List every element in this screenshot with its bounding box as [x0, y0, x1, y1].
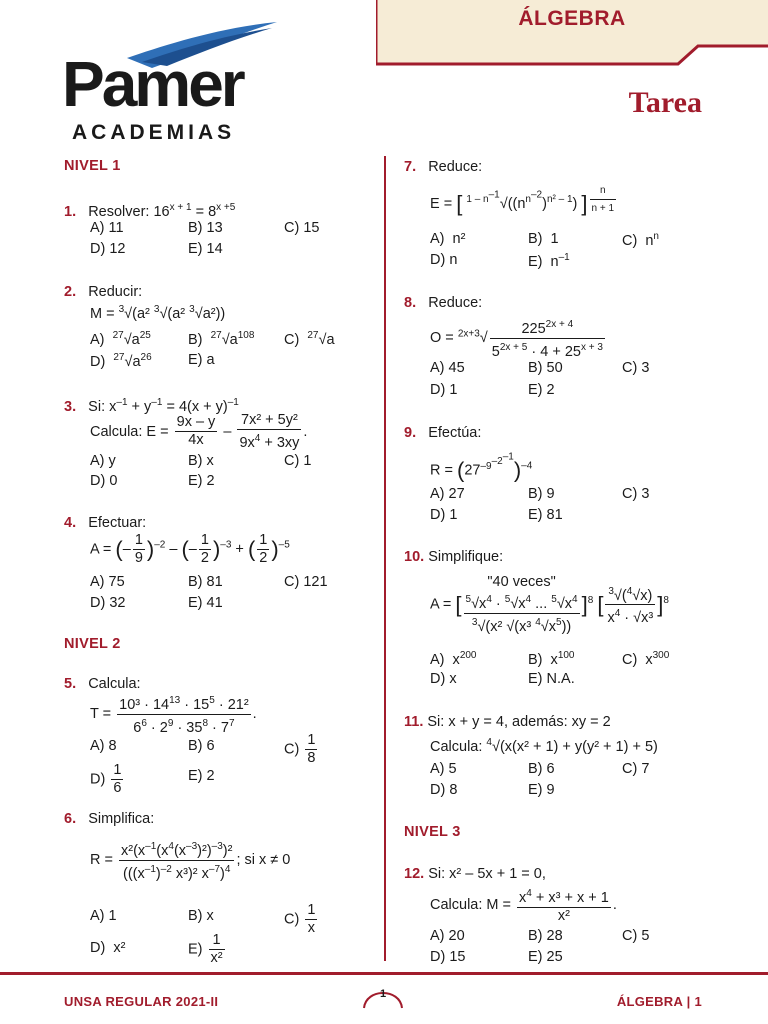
option: D) 12: [90, 241, 126, 257]
question-number: 4.: [64, 515, 77, 531]
condition-text: ; si x ≠ 0: [236, 852, 291, 869]
option: A) 27: [430, 486, 465, 502]
option: E) 2: [188, 768, 215, 784]
option: B) 1: [528, 231, 559, 247]
option: D) n: [430, 252, 458, 268]
option: A) 8: [90, 738, 117, 754]
option: C) 3: [622, 360, 650, 376]
expression: M = $^3$√(a² $^3$√(a² $^3$√a²)): [90, 304, 226, 322]
question-11: [404, 713, 611, 732]
question-text: Calcula:: [88, 676, 141, 692]
option: E) 81: [528, 507, 563, 523]
question-3: 3. Si: $x^{-1} + y^{-1} = 4(x + y)^{-1}$: [64, 397, 239, 415]
option: C) $\frac{1}{x}$: [284, 902, 316, 936]
footer-rule: [0, 972, 768, 975]
question-text: Simplifica:: [88, 811, 155, 827]
brand-sub: ACADEMIAS: [72, 121, 236, 144]
question-10: [404, 548, 503, 567]
option: D) 32: [90, 595, 126, 611]
option: A) n²: [430, 231, 466, 247]
option: A) 5: [430, 761, 457, 777]
column-divider: [384, 156, 386, 961]
expression: A = [ "40 veces" $^5√x^4 \cdot ^5√x^4$ ... $^5√x^4$ $^3$√(x² √(x³ $^4√x^5$)) ]$^8$ [ $\frac{^3√(^4√x)}{x^4 \cdot √x^3}$ ]$^8$: [430, 574, 669, 635]
option: C) $^{27}$√a: [284, 330, 335, 348]
option: C) $x^{300}$: [622, 650, 670, 668]
veces-label: "40 veces": [487, 574, 556, 590]
option: B) 13: [188, 220, 223, 236]
question-number: 11.: [404, 714, 424, 730]
question-8: [404, 294, 482, 313]
question-text: Reduce:: [428, 295, 483, 311]
option: C) 15: [284, 220, 320, 236]
option: D) $\frac{1}{6}$: [90, 762, 122, 796]
question-7: [404, 158, 482, 177]
question-number: 3.: [64, 398, 77, 415]
option: C) 5: [622, 928, 650, 944]
option: A) 11: [90, 220, 124, 236]
expression: $R = (27^{-9^{-2^{-1}}})^{-4}$: [430, 452, 533, 483]
question-9: [404, 424, 481, 443]
option: B) 28: [528, 928, 563, 944]
level-1-heading: NIVEL 1: [64, 158, 121, 174]
question-1: 1. Resolver: $16^{x + 1} = 8^{x +5}$: [64, 202, 236, 220]
option: B) x: [188, 908, 214, 924]
question-2: [64, 283, 142, 302]
question-text: Reducir:: [88, 284, 143, 300]
option: E) N.A.: [528, 671, 575, 687]
option: B) 50: [528, 360, 563, 376]
expression: A = (– $\frac{1}{9}$ )$^{-2}$ – (– $\frac{1}{2}$ )$^{-3}$ + ( $\frac{1}{2}$ )$^{-5}$: [90, 532, 290, 566]
option: B) 6: [528, 761, 555, 777]
footer-subject: ÁLGEBRA | 1: [616, 994, 702, 1009]
question-text: Simplifique:: [428, 549, 504, 565]
brand-name: Pamer: [62, 48, 243, 120]
question-number: 1.: [64, 203, 77, 220]
option: C) 7: [622, 761, 650, 777]
question-number: 6.: [64, 811, 77, 827]
expression: O = $^{2x+3}$√ $\frac{225^{2x + 4}}{5^{2x + 5} \cdot 4 + 25^{x + 3}}$: [430, 316, 607, 361]
option: C) 121: [284, 574, 328, 590]
question-number: 10.: [404, 549, 425, 565]
question-number: 7.: [404, 159, 417, 175]
option: E) $n^{-1}$: [528, 252, 570, 270]
expression: Calcula: $^4$√(x(x² + 1) + y(y² + 1) + 5): [430, 737, 658, 755]
question-text: Si: x + y = 4, además: xy = 2: [427, 714, 611, 730]
question-number: 12.: [404, 866, 425, 882]
question-text: Efectuar:: [88, 515, 147, 531]
option: B) 81: [188, 574, 223, 590]
level-2-heading: NIVEL 2: [64, 636, 121, 652]
expression: R = $\frac{x^2(x^{-1}(x^4(x^{-3})^2)^{-3})^2}{(((x^{-1})^{-2} x^3)^2 x^{-7})^4}$ ; si x ≠ 0: [90, 838, 290, 883]
question-number: 9.: [404, 425, 417, 441]
option: E) 14: [188, 241, 223, 257]
page-title: Tarea: [628, 86, 702, 119]
question-text: Efectúa:: [428, 425, 482, 441]
option: E) a: [188, 352, 215, 368]
option: E) $\frac{1}{\text{x²}}$: [188, 932, 223, 966]
option: D) x²: [90, 940, 126, 956]
page-number-badge: [358, 980, 408, 1010]
question-number: 5.: [64, 676, 77, 692]
expression: Calcula: M = $\frac{x^4 + x^3 + x + 1}{\text{x²}}$ .: [430, 885, 617, 925]
option: A) 20: [430, 928, 465, 944]
option: D) 1: [430, 507, 458, 523]
question-text: Si: x² – 5x + 1 = 0,: [428, 866, 546, 882]
option: D) $^{27}√a^{26}$: [90, 352, 152, 370]
question-number: 8.: [404, 295, 417, 311]
option: D) 8: [430, 782, 458, 798]
option: B) $x^{100}$: [528, 650, 575, 668]
question-4: [64, 514, 146, 533]
option: C) $n^n$: [622, 231, 659, 249]
option: A) 1: [90, 908, 117, 924]
question-6: [64, 810, 154, 829]
question-text: Reduce:: [428, 159, 483, 175]
option: E) 41: [188, 595, 223, 611]
expression: Calcula: E = $\frac{9x - y}{4x}$ – $\frac{\text{7x² + 5y²}}{9x^4 + 3xy}$ .: [90, 412, 308, 451]
option: B) 9: [528, 486, 555, 502]
option: C) 1: [284, 453, 312, 469]
option: A) $^{27}√a^{25}$: [90, 330, 151, 348]
question-number: 2.: [64, 284, 77, 300]
option: E) 2: [188, 473, 215, 489]
option: E) 25: [528, 949, 563, 965]
expression: E = [ $^{1 - n^{-1}}√((n^{n^{-2}})^{n^2 - 1})$ ] $^{\frac{n}{n + 1}}$: [430, 182, 618, 217]
option: A) 75: [90, 574, 125, 590]
option: B) x: [188, 453, 214, 469]
footer-course: UNSA REGULAR 2021-II: [64, 994, 219, 1009]
option: C) 3: [622, 486, 650, 502]
option: D) x: [430, 671, 457, 687]
option: E) 9: [528, 782, 555, 798]
option: B) 6: [188, 738, 215, 754]
option: A) $x^{200}$: [430, 650, 477, 668]
page-number: 1: [379, 988, 387, 1000]
option: A) 45: [430, 360, 465, 376]
option: D) 1: [430, 382, 458, 398]
subject-title: ÁLGEBRA: [518, 7, 626, 30]
option: C) $\frac{1}{8}$: [284, 732, 316, 766]
option: E) 2: [528, 382, 555, 398]
option: A) y: [90, 453, 116, 469]
option: D) 15: [430, 949, 466, 965]
question-12: [404, 865, 546, 884]
level-3-heading: NIVEL 3: [404, 824, 461, 840]
pamer-logo: [62, 18, 272, 144]
expression: T = $\frac{10^3 \cdot 14^{13} \cdot 15^5 \cdot 21^2}{6^6 \cdot 2^9 \cdot 35^8 \cdot 7^7}$ .: [90, 692, 257, 737]
question-text: Resolver: 16: [88, 203, 170, 220]
option: D) 0: [90, 473, 118, 489]
option: B) $^{27}√a^{108}$: [188, 330, 255, 348]
